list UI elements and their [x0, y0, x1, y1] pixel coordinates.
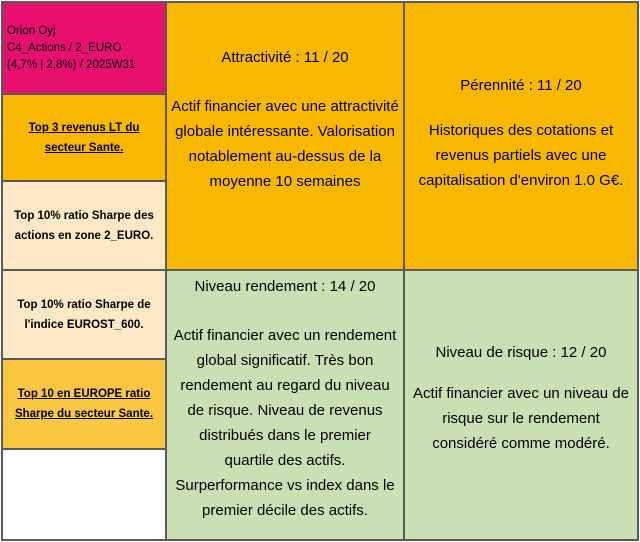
badge-sharpe-index	[2, 270, 166, 359]
badge-line: l'indice EUROST_600.	[24, 318, 144, 331]
risque-title: Niveau de risque : 12 / 20	[435, 344, 607, 361]
badge-sharpe-zone	[2, 181, 166, 270]
stock-category: C4_Actions / 2_EURO	[7, 41, 122, 54]
rendement-title: Niveau rendement : 14 / 20	[194, 278, 376, 295]
risque-panel	[404, 270, 638, 540]
attractivite-title: Attractivité : 11 / 20	[221, 49, 349, 66]
score-card	[1, 1, 639, 541]
rendement-panel	[166, 270, 404, 540]
badge-line: Top 3 revenus LT du	[28, 121, 140, 134]
badge-line: secteur Sante.	[44, 141, 124, 154]
badge-line: actions en zone 2_EURO.	[14, 229, 154, 242]
perennite-text: Historiques des cotations et revenus partiels avec une capitalisation d'environ 1.0 G€.	[418, 122, 624, 189]
stock-stats: (4,7% | 2,8%) / 2025W31	[7, 58, 136, 71]
stock-header	[2, 2, 166, 94]
badge-line: Top 10% ratio Sharpe des	[14, 209, 154, 222]
perennite-panel	[404, 2, 638, 270]
attractivite-text: Actif financier avec une attractivité globale intéressante. Valorisation notablement au-dessus de la moyenne 10 semaines	[171, 98, 399, 190]
perennite-title: Pérennité : 11 / 20	[460, 77, 582, 94]
badge-line: Top 10 en EUROPE ratio	[17, 388, 151, 400]
badge-line: Sharpe du secteur Sante.	[14, 408, 154, 420]
stock-name: Orion Oyj	[7, 24, 56, 37]
badge-top3-revenus	[2, 94, 166, 181]
attractivite-panel	[166, 2, 404, 270]
risque-text: Actif financier avec un niveau de risque sur le rendement considéré comme modéré.	[413, 385, 629, 452]
badge-line: Top 10% ratio Sharpe de	[17, 298, 151, 311]
badge-sharpe-europe	[2, 359, 166, 449]
rendement-text: Actif financier avec un rendement global significatif. Très bon rendement au regard du niveau de risque. Niveau de revenus distribués dans le premier quartile des actifs. Surperformance vs index dans le premier décile des actifs.	[173, 327, 397, 519]
empty-cell	[2, 449, 166, 540]
